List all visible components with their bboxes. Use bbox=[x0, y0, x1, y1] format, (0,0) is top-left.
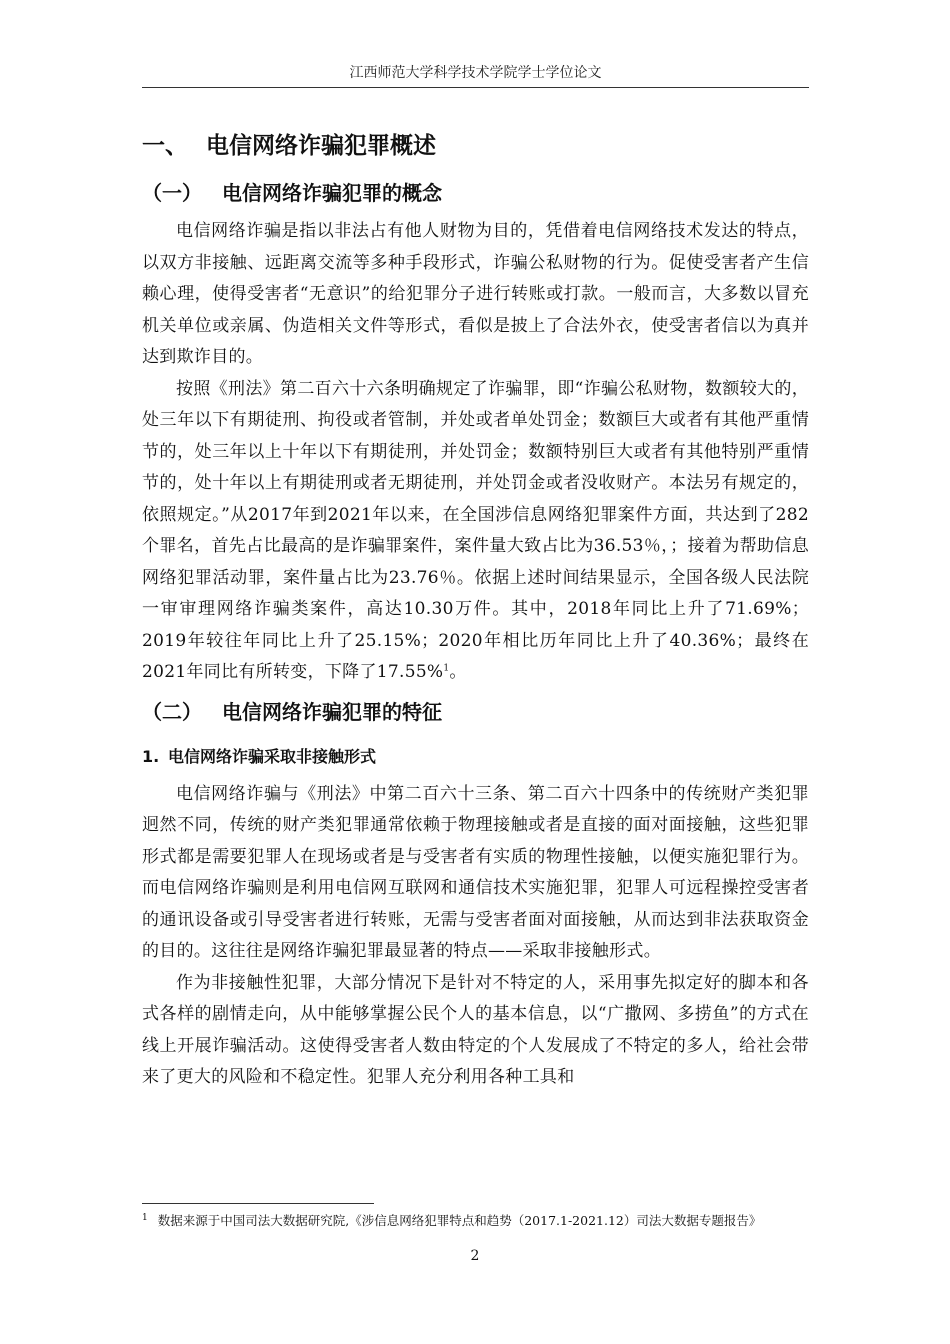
section-title-text: 电信网络诈骗犯罪的特征 bbox=[222, 699, 442, 724]
section-title-concept bbox=[142, 170, 809, 216]
section-title-text: 电信网络诈骗犯罪的概念 bbox=[222, 181, 442, 205]
paragraph-end: 。 bbox=[449, 662, 467, 682]
section-number: （一） bbox=[142, 181, 202, 205]
subsection-title bbox=[142, 735, 809, 779]
paragraph-definition: 电信网络诈骗是指以非法占有他人财物为目的，凭借着电信网络技术发达的特点，以双方非接触、远距离交流等多种手段形式，诈骗公私财物的行为。促使受害者产生信赖心理，使得受害者“无意识”的给犯罪分子进行转账或打款。一般而言，大多数以冒充机关单位或亲属、伪造相关文件等形式，看似是披上了合法外衣，使受害者信以为真并达到欺诈目的。 bbox=[142, 221, 809, 367]
chapter-title-text: 电信网络诈骗犯罪概述 bbox=[206, 133, 436, 159]
footnote-text: 数据来源于中国司法大数据研究院,《涉信息网络犯罪特点和趋势（2017.1-2021.12）司法大数据专题报告》 bbox=[157, 1213, 762, 1229]
page-body bbox=[142, 122, 809, 1094]
paragraph-criminal-law bbox=[142, 374, 809, 689]
footnote-number: 1 bbox=[142, 1213, 148, 1223]
paragraph-untargeted: 作为非接触性犯罪，大部分情况下是针对不特定的人，采用事先拟定好的脚本和各式各样的剧情走向，从中能够掌握公民个人的基本信息，以“广撒网、多捞鱼”的方式在线上开展诈骗活动。这使得受害者人数由特定的个人发展成了不特定的多人，给社会带来了更大的风险和不稳定性。犯罪人充分利用各种工具和 bbox=[142, 972, 809, 1087]
section-title-features bbox=[142, 689, 809, 735]
subsection-title-text: 电信网络诈骗采取非接触形式 bbox=[168, 746, 377, 766]
paragraph-text: 按照《刑法》第二百六十六条明确规定了诈骗罪，即“诈骗公私财物，数额较大的，处三年以下有期徒刑、拘役或者管制，并处或者单处罚金；数额巨大或者有其他严重情节的，处三年以上十年以下有期徒刑，并处罚金；数额特别巨大或者有其他特别严重情节的，处十年以上有期徒刑或者无期徒刑，并处罚金或者没收财产。本法另有规定的，依照规定。”从2017年到2021年以来，在全国涉信息网络犯罪案件方面，共达到了282个罪名，首先占比最高的是诈骗罪案件，案件量大致占比为36.53％，；接着为帮助信息网络犯罪活动罪，案件量占比为23.76％。依据上述时间结果显示，全国各级人民法院一审审理网络诈骗类案件，高达10.30万件。其中，2018年同比上升了71.69%；2019年较往年同比上升了25.15%；2020年相比历年同比上升了40.36%；最终在2021年同比有所转变，下降了17.55% bbox=[142, 378, 809, 682]
section-number: （二） bbox=[142, 699, 202, 724]
header-rule bbox=[142, 87, 809, 88]
footnote-reference[interactable]: 1 bbox=[443, 663, 450, 674]
paragraph-non-contact: 电信网络诈骗与《刑法》中第二百六十三条、第二百六十四条中的传统财产类犯罪迥然不同，传统的财产类犯罪通常依赖于物理接触或者是直接的面对面接触，这些犯罪形式都是需要犯罪人在现场或者是与受害者有实质的物理性接触，以便实施犯罪行为。而电信网络诈骗则是利用电信网互联网和通信技术实施犯罪，犯罪人可远程操控受害者的通讯设备或引导受害者进行转账，无需与受害者面对面接触，从而达到非法获取资金的目的。这往往是网络诈骗犯罪最显著的特点——采取非接触形式。 bbox=[142, 783, 809, 961]
running-header: 江西师范大学科学技术学院学士学位论文 bbox=[349, 65, 602, 81]
footnote-rule bbox=[142, 1203, 374, 1204]
chapter-title bbox=[142, 122, 809, 170]
chapter-number: 一、 bbox=[142, 133, 188, 159]
footnote bbox=[142, 1209, 822, 1230]
page-number: 2 bbox=[470, 1248, 480, 1264]
subsection-number: 1. bbox=[142, 746, 160, 766]
